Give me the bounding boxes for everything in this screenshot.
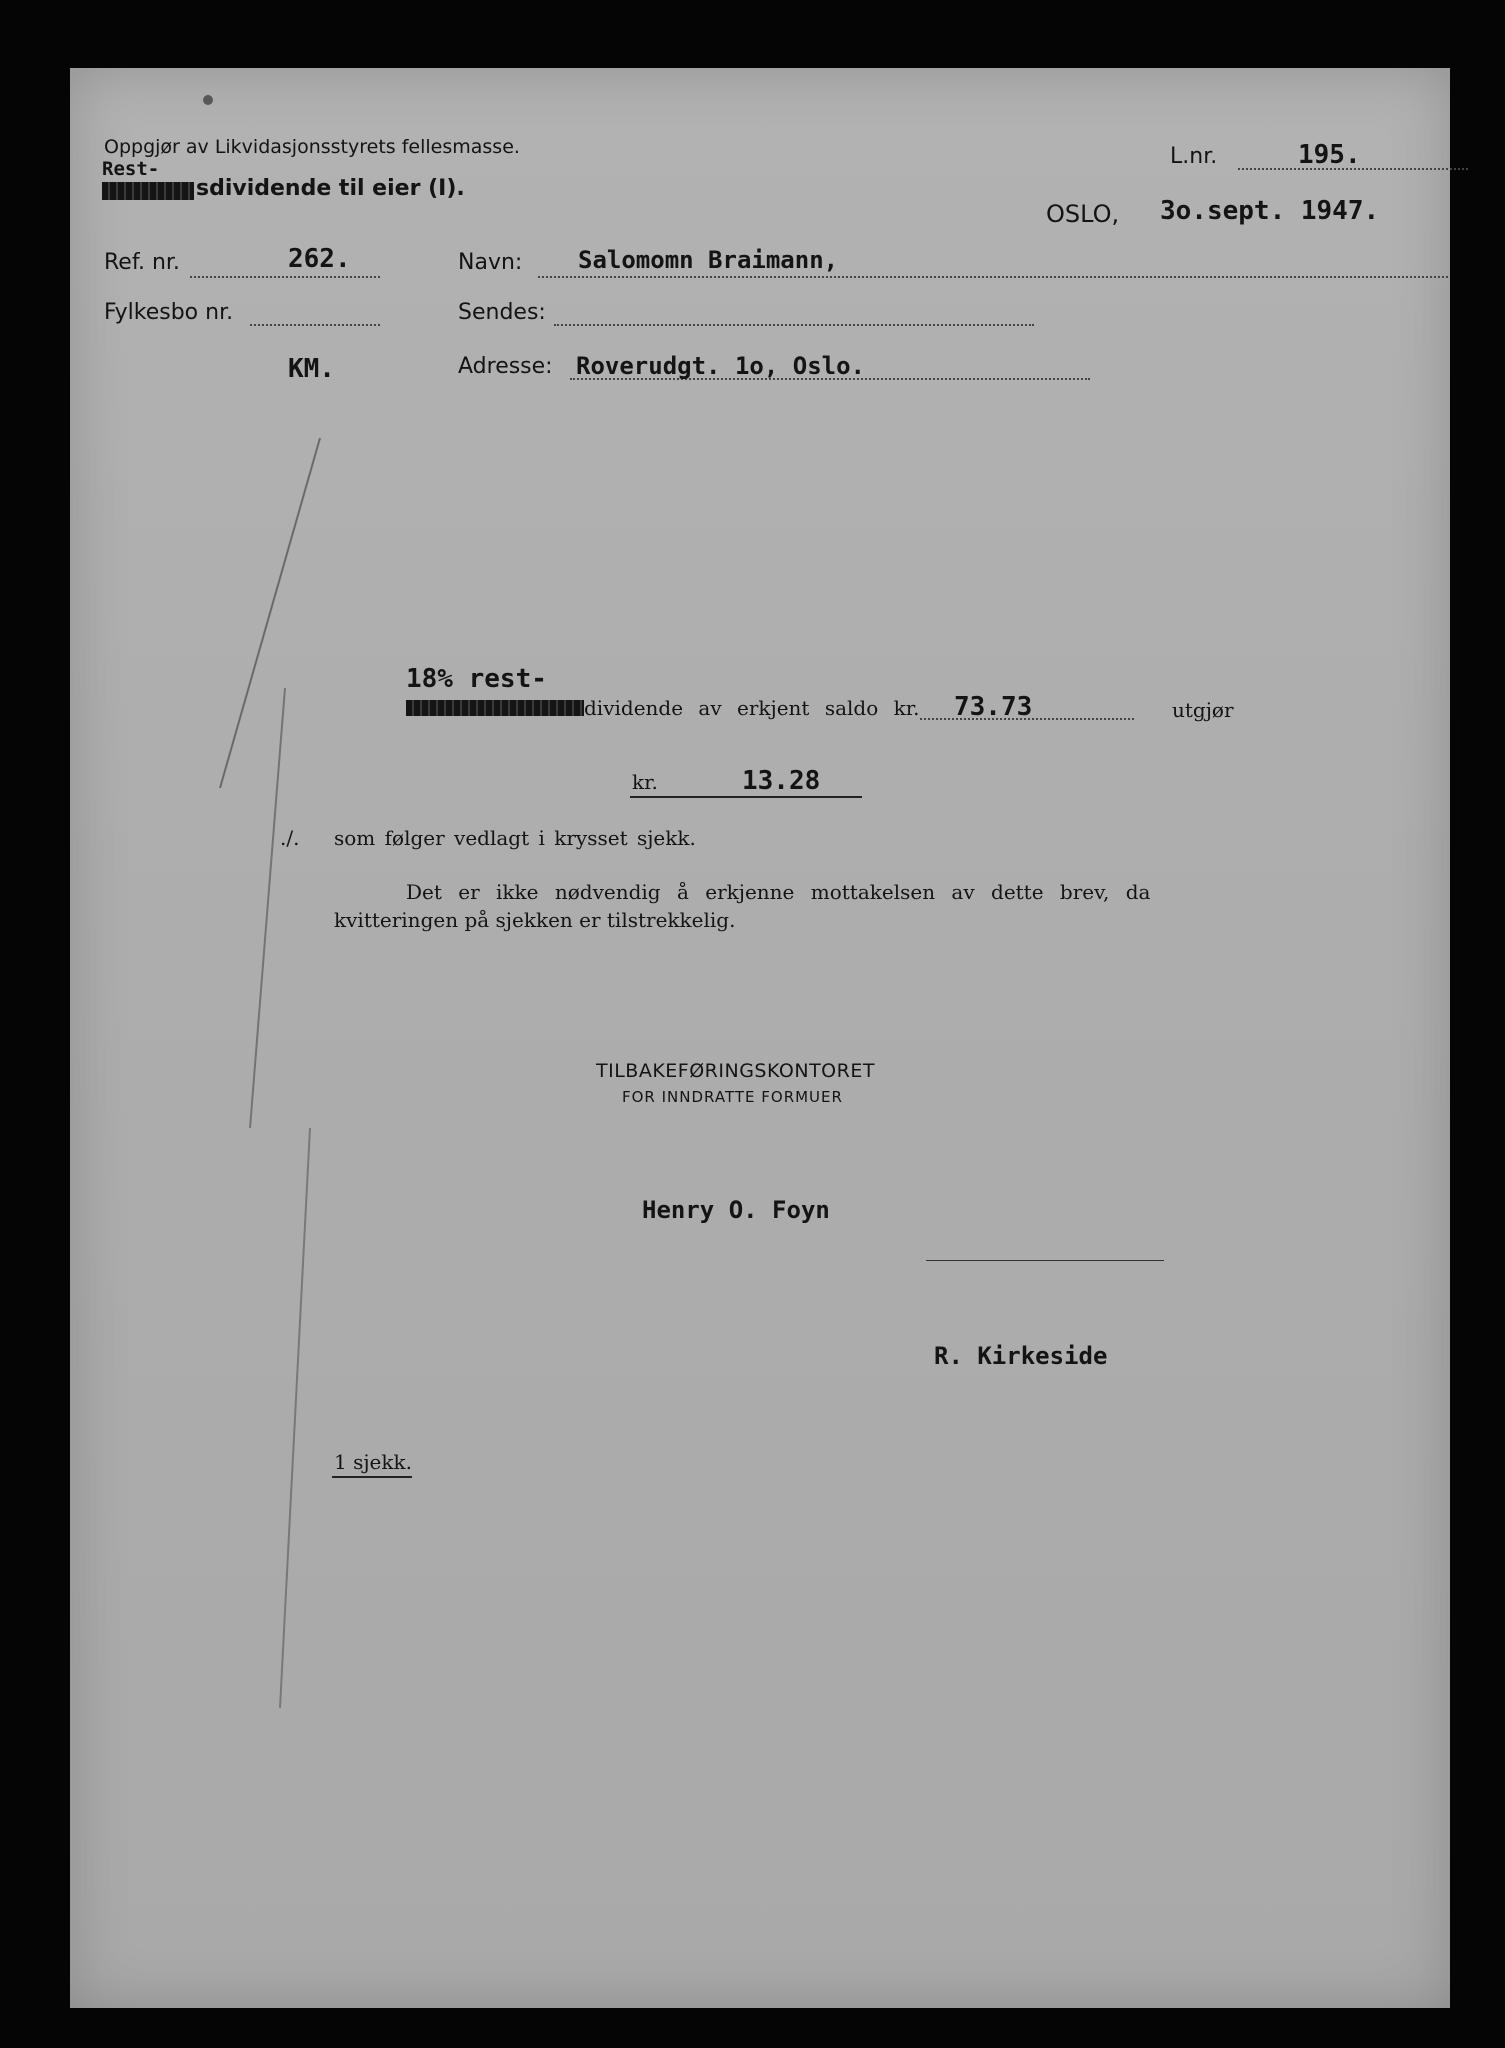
paragraph-line1: Det er ikke nødvendig å erkjenne mottakelsen av dette brev, da bbox=[406, 880, 1151, 904]
code-value: KM. bbox=[288, 354, 335, 384]
sendes-label: Sendes: bbox=[458, 300, 546, 325]
attachment-underline bbox=[332, 1476, 412, 1478]
amount-value: 13.28 bbox=[742, 766, 821, 796]
signature-line bbox=[926, 1260, 1164, 1261]
header-overtype: Rest- bbox=[102, 158, 160, 180]
header-title-line1: Oppgjør av Likvidasjonsstyrets fellesmasse. bbox=[104, 136, 520, 158]
lnr-label: L.nr. bbox=[1170, 144, 1218, 169]
kr-label: kr. bbox=[632, 770, 658, 794]
fylkesbo-label: Fylkesbo nr. bbox=[104, 300, 234, 325]
dividend-text: dividende av erkjent saldo kr. bbox=[584, 696, 920, 720]
header-title-line2: sdividende til eier (I). bbox=[196, 176, 465, 201]
sendes-line bbox=[554, 324, 1034, 326]
fylkesbo-line bbox=[250, 324, 380, 326]
place-label: OSLO, bbox=[1046, 200, 1120, 228]
paragraph-line2: kvitteringen på sjekken er tilstrekkelig. bbox=[334, 908, 736, 932]
adresse-value: Roverudgt. 1o, Oslo. bbox=[576, 352, 865, 380]
attachment-note: 1 sjekk. bbox=[334, 1450, 412, 1474]
enclosure-text: som følger vedlagt i krysset sjekk. bbox=[334, 826, 696, 850]
navn-value: Salomomn Braimann, bbox=[578, 246, 839, 274]
navn-label: Navn: bbox=[458, 250, 523, 275]
amount-underline bbox=[630, 796, 862, 798]
struck-out-word bbox=[102, 182, 194, 200]
saldo-value: 73.73 bbox=[954, 692, 1033, 722]
ref-line bbox=[190, 276, 380, 278]
office-name-line1: TILBAKEFØRINGSKONTORET bbox=[596, 1060, 875, 1082]
document-page bbox=[70, 68, 1450, 2008]
signer-2: R. Kirkeside bbox=[934, 1342, 1108, 1370]
office-name-line2: FOR INNDRATTE FORMUER bbox=[622, 1088, 843, 1106]
ref-value: 262. bbox=[288, 244, 351, 274]
ref-label: Ref. nr. bbox=[104, 250, 180, 275]
enclosure-mark: ./. bbox=[280, 826, 300, 850]
percentage-value: 18% rest- bbox=[406, 664, 547, 694]
adresse-label: Adresse: bbox=[458, 354, 553, 379]
signer-1: Henry O. Foyn bbox=[642, 1196, 830, 1224]
struck-out-prefix bbox=[406, 700, 584, 716]
utgjor-text: utgjør bbox=[1172, 698, 1234, 722]
lnr-value: 195. bbox=[1298, 140, 1361, 170]
letter-date: 3o.sept. 1947. bbox=[1160, 196, 1380, 226]
navn-line bbox=[538, 276, 1448, 278]
